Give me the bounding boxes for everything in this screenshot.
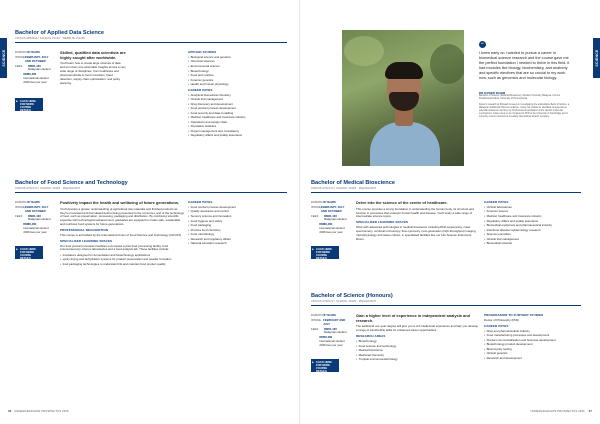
fact-fees-intl: RM58,480 International student 2026 fees per year bbox=[319, 335, 345, 347]
divider bbox=[15, 192, 287, 193]
course-facts bbox=[15, 51, 55, 86]
course-lead: Gain a higher level of experience in independent analysis and research. bbox=[356, 313, 470, 323]
list-item: • Quality assurance and control bbox=[188, 210, 286, 214]
course-header-science-honours bbox=[311, 293, 581, 306]
section-heading: CAREER PATHS bbox=[188, 200, 213, 204]
fact-fees-local: FEES RM51,160 Malaysian student bbox=[311, 326, 347, 335]
list-item: • food packaging technologies to understand life and maintain food product quality bbox=[60, 263, 184, 267]
course-paragraph: You'll learn how to create large volumes of data and turn them into actionable insights across a very wide range of disciplines, from healthcare and pharmaceuticals to food innovation, fraud detection, supply chain optimisation, and policy planning. bbox=[60, 61, 126, 85]
course-paragraph: Work with advanced technologies in medical bioscience including DNA sequencing, mass spectrometry, confocal microscopy, flow cytometry, next-generation (high-throughput) imaging, microphysiology and tissue culture, in specialised facilities like our Life Science Instrument Room. bbox=[356, 225, 477, 241]
testimonial-name: DR KAISER RAHIM bbox=[479, 91, 506, 95]
quote-icon: “ bbox=[479, 41, 486, 48]
section-heading: CAREER PATHS bbox=[188, 87, 213, 92]
list-item: • Forensic genetics bbox=[188, 79, 286, 83]
section-tab-right bbox=[593, 38, 600, 78]
career-paths-list bbox=[484, 330, 578, 361]
list-item: • Biological science and genetics bbox=[188, 56, 286, 60]
testimonial-quote: I knew early on I wanted to pursue a career in biomedical science research and the course gave me the perfect foundation I needed to thrive in this field. It had modules like biology, biochemistry, and anatomy and specific electives that are so crucial to my work now, such as genomics and molecular biology. bbox=[479, 51, 570, 80]
course-facts bbox=[15, 201, 55, 236]
list-item: • Regulatory affairs and quality assurance bbox=[188, 134, 286, 138]
fact-intake: INTAKE FEBRUARY, JULY AND OCTOBER bbox=[15, 54, 49, 63]
course-codes: CRICOS 086433A | SCHOOL 15125 · WEBSITE 151236 bbox=[15, 37, 85, 41]
facilities-list bbox=[60, 254, 184, 267]
testimonial-role: Bachelor of Science (Medical Bioscience), Monash University Malaysia. Current Postdoctoral Fellow, University of Pennsylvania bbox=[479, 95, 561, 100]
list-item: • Product commercialisation and business development bbox=[484, 339, 578, 343]
fact-intake: INTAKE FEBRUARY AND JULY bbox=[311, 317, 346, 326]
list-item: • Drug and pharmaceutical industry bbox=[484, 330, 578, 334]
arrow-right-icon: ▸ bbox=[312, 246, 314, 251]
list-item: • Food product process development bbox=[188, 107, 286, 111]
course-lead: Positively impact the health and wellbeing of future generations. bbox=[60, 200, 180, 205]
list-item: • Food and nutrition bbox=[188, 74, 286, 78]
course-paragraph: You'll develop a greater understanding of agricultural raw materials and finished products as they're processed and formulated before being presented to the consumer, and of the technology of food, such as preservation, processing, packaging and distribution. By combining scientific expertise with technological advancement, graduates are equipped to create safe, sustainable and nutritious food systems for future generations. bbox=[60, 206, 184, 226]
list-item: • Drug discovery and development bbox=[188, 103, 286, 107]
course-side-column bbox=[484, 314, 578, 361]
list-item: • Infectious disease/ epidemiology research bbox=[484, 229, 578, 233]
list-item: • Clinical trial management bbox=[188, 98, 286, 102]
list-item: • Biotechnology bbox=[188, 70, 286, 74]
list-item: • Biotechnology bbox=[356, 340, 480, 344]
list-item: • Tropical environmental biology bbox=[356, 358, 480, 362]
fact-duration: DURATION 3 YEARS bbox=[15, 200, 40, 204]
list-item: • Bioimmunity testing bbox=[484, 348, 578, 352]
list-item: • Food packaging bbox=[188, 224, 286, 228]
list-item: • Project management and consultancy bbox=[188, 130, 286, 134]
list-item: • Sensory science and innovation bbox=[188, 215, 286, 219]
testimonial-panel bbox=[464, 30, 578, 166]
career-paths-list bbox=[188, 94, 286, 138]
section-tab-label: SCIENCE bbox=[594, 49, 599, 67]
list-item: • Food product process development bbox=[188, 206, 286, 210]
list-item: • Clinical laboratories bbox=[484, 206, 578, 210]
list-item: • Medical, healthcare and insurance industry bbox=[484, 215, 578, 219]
course-details-button[interactable]: ▸ CLICK HERE FOR MORE COURSE DETAILS bbox=[311, 246, 339, 259]
list-item: • Health and human physiology bbox=[188, 83, 286, 87]
course-lead: Delve into the science of the centre of healthcare. bbox=[356, 200, 448, 205]
course-description bbox=[356, 201, 480, 243]
section-heading: SPECIALISED LEARNING SPACES bbox=[356, 220, 409, 225]
list-item: • Medical bioscience bbox=[356, 349, 480, 353]
section-heading: CAREER PATHS bbox=[484, 200, 509, 204]
course-title: Bachelor of Applied Data Science bbox=[15, 30, 105, 36]
fact-intake: INTAKE FEBRUARY, JULY AND OCTOBER bbox=[15, 204, 49, 213]
course-codes: CRICOS 079217C | SCHOOL 15125 · MQA/FA/2670 bbox=[311, 187, 377, 191]
section-heading: SPECIALISED LEARNING SPACES bbox=[60, 238, 113, 243]
course-details-button[interactable]: ▸ CLICK HERE FOR MORE COURSE DETAILS bbox=[15, 246, 43, 259]
list-item: • Clinical trial management bbox=[484, 238, 578, 242]
fact-fees-local: FEES RM81,160 Malaysian student bbox=[311, 213, 347, 222]
list-item: • Medical, healthcare and insurance industry bbox=[188, 116, 286, 120]
course-details-button[interactable]: ▸ CLICK HERE FOR MORE COURSE DETAILS bbox=[311, 359, 339, 372]
list-item: • Incubators designed for fermentation and biotechnology applications bbox=[60, 254, 184, 258]
course-header-applied-data-science bbox=[15, 30, 287, 43]
course-title: Bachelor of Medical Bioscience bbox=[311, 180, 395, 186]
list-item: • Food hygiene and safety bbox=[188, 220, 286, 224]
applied-studies-list bbox=[188, 56, 286, 87]
footer-text: UNDERGRADUATE PROSPECTUS 2026 bbox=[530, 410, 585, 413]
footer-left bbox=[8, 410, 69, 413]
course-paragraph: This course is accredited by the International Union of Food Science and Technology (IUFoST). bbox=[60, 232, 182, 237]
course-side-column bbox=[188, 201, 286, 247]
section-heading: APPLIED STUDIES bbox=[188, 50, 217, 54]
list-item: • Food security and data modelling bbox=[188, 112, 286, 116]
course-codes: CRICOS 079217C | SCHOOL 15125 · MQA/FA/2670 bbox=[15, 187, 81, 191]
course-description bbox=[60, 201, 184, 267]
list-item: • Forensic science bbox=[484, 210, 578, 214]
list-item: • Science journalism bbox=[484, 233, 578, 237]
graduate-photo bbox=[342, 30, 464, 166]
footer-text: UNDERGRADUATE PROSPECTUS 2026 bbox=[14, 410, 69, 413]
list-item: • Chemical sciences bbox=[188, 60, 286, 64]
list-item: • Food science and technology bbox=[356, 345, 480, 349]
career-paths-list bbox=[484, 206, 578, 246]
fact-duration: DURATION 3 YEARS bbox=[15, 50, 40, 54]
list-item: • Operations and supply chain bbox=[188, 121, 286, 125]
course-header-medical-bioscience bbox=[311, 180, 581, 193]
career-paths-list bbox=[188, 206, 286, 246]
section-tab-label: SCIENCE bbox=[1, 49, 6, 67]
arrow-right-icon: ▸ bbox=[16, 246, 18, 251]
page-gutter bbox=[299, 0, 300, 424]
course-paragraph: Our food product innovation facilities encompass a pilot food processing facility, food science/sensory science laboratories and a food analysis lab. These facilities include: bbox=[60, 243, 170, 252]
course-description bbox=[356, 314, 480, 363]
list-item: • National education research bbox=[188, 242, 286, 246]
testimonial-bio: Kaiser's research at Monash focused on investigating the antioxidant effects of licorice, a Malaysian traditional Chinese medicine. Using cell models he identified compounds as potential anticancer and then by biochemical investigation of the specific molecular mechanisms. Kaiser went on to complete his PhD at the University of Cambridge and is currently a senior scientist at a leading international biotech company. bbox=[479, 104, 570, 118]
fact-fees-intl: RM89,480 International student 2026 fees per year bbox=[319, 222, 345, 234]
fact-fees-intl: RM88,480 International student 2026 fees per year bbox=[23, 222, 49, 234]
fact-fees-local: FEES RM81,160 Malaysian student bbox=[15, 213, 51, 222]
course-details-button[interactable]: ▸ CLICK HERE FOR MORE COURSE DETAILS bbox=[15, 98, 43, 111]
fact-fees-intl: RM89,480 International student 2026 fees per year bbox=[23, 72, 49, 84]
course-header-food-science bbox=[15, 180, 287, 193]
course-side-column bbox=[188, 51, 286, 139]
course-lead: Skilled, qualified data scientists are highly sought after worldwide. bbox=[60, 50, 126, 60]
fact-intake: INTAKE FEBRUARY, JULY AND OCTOBER bbox=[311, 204, 345, 213]
list-item: • Medicinal chemistry bbox=[356, 354, 480, 358]
footer-right bbox=[530, 410, 592, 413]
course-paragraph: This course provides a strong foundation in understanding the human body, its structure and function in processes that underpin human health and disease. You'll study a wide range of intermediate science topics. bbox=[356, 206, 474, 219]
list-item: • Research and regulatory affairs bbox=[188, 238, 286, 242]
list-item: • Environmental science bbox=[188, 65, 286, 69]
list-item: • Analytical biomedical chemistry bbox=[188, 94, 286, 98]
list-item: • Food manufacturing processes and development bbox=[484, 334, 578, 338]
page-number: 46 bbox=[8, 410, 12, 413]
list-item: • Biomedical scientist bbox=[484, 242, 578, 246]
course-title: Bachelor of Science (Honours) bbox=[311, 293, 393, 299]
course-paragraph: The additional one-year degree will give you a rich intellectual experience and help you develop a range of transferable skills for enhanced career opportunities. bbox=[356, 324, 479, 333]
list-item: • Research and development bbox=[484, 357, 578, 361]
section-heading: PROGRESSION TO FURTHER STUDIES bbox=[484, 313, 544, 317]
course-facts bbox=[311, 201, 351, 236]
research-areas-list bbox=[356, 340, 480, 362]
list-item: • spray drying and dehydration systems for product preservation and powder formation bbox=[60, 258, 184, 262]
section-heading: CAREER PATHS bbox=[484, 323, 509, 328]
list-item: • Biotechnology product development bbox=[484, 343, 578, 347]
arrow-right-icon: ▸ bbox=[16, 98, 18, 103]
list-item: • Food microbiology bbox=[188, 233, 286, 237]
section-heading: RESEARCH AREAS bbox=[356, 334, 386, 339]
arrow-right-icon: ▸ bbox=[312, 359, 314, 364]
list-item: • Process food chemistry bbox=[188, 229, 286, 233]
fact-duration: DURATION 1 YEARS bbox=[311, 313, 336, 317]
course-paragraph: Doctor of Philosophy (PhD) bbox=[484, 317, 520, 322]
divider bbox=[311, 305, 581, 306]
list-item: • Clinical genetics bbox=[484, 352, 578, 356]
course-description bbox=[60, 51, 126, 87]
section-heading: PROFESSIONAL RECOGNITION bbox=[60, 227, 109, 232]
fact-fees-local: FEES RM81,160 Malaysian student bbox=[15, 63, 51, 72]
section-tab-left bbox=[0, 38, 7, 78]
list-item: • Population statistics bbox=[188, 125, 286, 129]
page-number: 47 bbox=[588, 410, 592, 413]
fact-duration: DURATION 3 YEARS bbox=[311, 200, 336, 204]
list-item: • Regulatory affairs and quality assurance bbox=[484, 220, 578, 224]
course-facts bbox=[311, 314, 351, 349]
course-codes: CRICOS 079217C | SCHOOL 15125 · MQA/FA/2670 bbox=[311, 300, 377, 304]
course-side-column bbox=[484, 201, 578, 247]
divider bbox=[15, 42, 287, 43]
course-title: Bachelor of Food Science and Technology bbox=[15, 180, 128, 186]
list-item: • Biomedical equipment and pharmaceutical industry bbox=[484, 224, 578, 228]
divider bbox=[311, 192, 581, 193]
